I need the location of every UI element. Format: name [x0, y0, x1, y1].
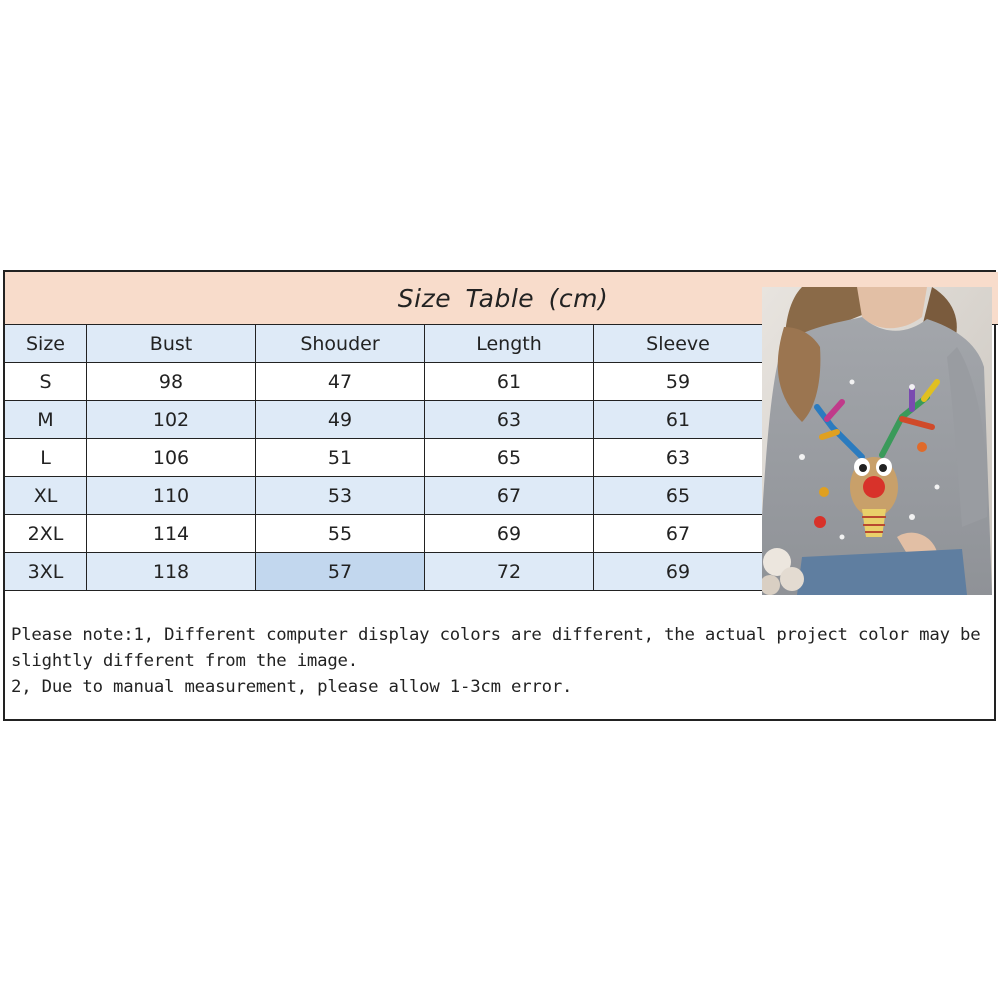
header-cell-size: Size: [5, 325, 87, 363]
cell-sleeve: 63: [594, 439, 763, 477]
table-row: [5, 439, 763, 477]
cell-bust: 102: [87, 401, 256, 439]
cell-bust: 114: [87, 515, 256, 553]
header-cell-shoulder: Shouder: [256, 325, 425, 363]
cell-size: XL: [5, 477, 87, 515]
cell-shoulder: 57: [256, 553, 425, 591]
product-photo: [762, 287, 992, 595]
cell-length: 61: [425, 363, 594, 401]
table-row: [5, 401, 763, 439]
note-line-2: 2, Due to manual measurement, please allow 1-3cm error.: [11, 677, 573, 697]
cell-shoulder: 47: [256, 363, 425, 401]
cell-sleeve: 61: [594, 401, 763, 439]
cell-length: 63: [425, 401, 594, 439]
table-row: [5, 515, 763, 553]
size-chart-frame: [3, 270, 996, 721]
cell-shoulder: 55: [256, 515, 425, 553]
cell-sleeve: 67: [594, 515, 763, 553]
size-note: [11, 622, 986, 700]
cell-shoulder: 53: [256, 477, 425, 515]
header-cell-bust: Bust: [87, 325, 256, 363]
cell-size: S: [5, 363, 87, 401]
cell-size: L: [5, 439, 87, 477]
cell-shoulder: 49: [256, 401, 425, 439]
note-line-1: Please note:1, Different computer display colors are different, the actual project color may be slightly different from the image.: [11, 625, 981, 671]
cell-bust: 98: [87, 363, 256, 401]
cell-sleeve: 59: [594, 363, 763, 401]
size-table-title: Size Table (cm): [397, 284, 609, 313]
cell-shoulder: 51: [256, 439, 425, 477]
cell-size: 2XL: [5, 515, 87, 553]
size-table: [4, 324, 763, 591]
cell-length: 65: [425, 439, 594, 477]
cell-bust: 110: [87, 477, 256, 515]
cell-length: 72: [425, 553, 594, 591]
table-row: [5, 477, 763, 515]
header-cell-length: Length: [425, 325, 594, 363]
table-header-row: [5, 325, 763, 363]
cell-length: 69: [425, 515, 594, 553]
cell-sleeve: 69: [594, 553, 763, 591]
cell-sleeve: 65: [594, 477, 763, 515]
cell-size: 3XL: [5, 553, 87, 591]
table-row: [5, 553, 763, 591]
header-cell-sleeve: Sleeve: [594, 325, 763, 363]
cell-bust: 106: [87, 439, 256, 477]
table-row: [5, 363, 763, 401]
cell-length: 67: [425, 477, 594, 515]
cell-size: M: [5, 401, 87, 439]
cell-bust: 118: [87, 553, 256, 591]
